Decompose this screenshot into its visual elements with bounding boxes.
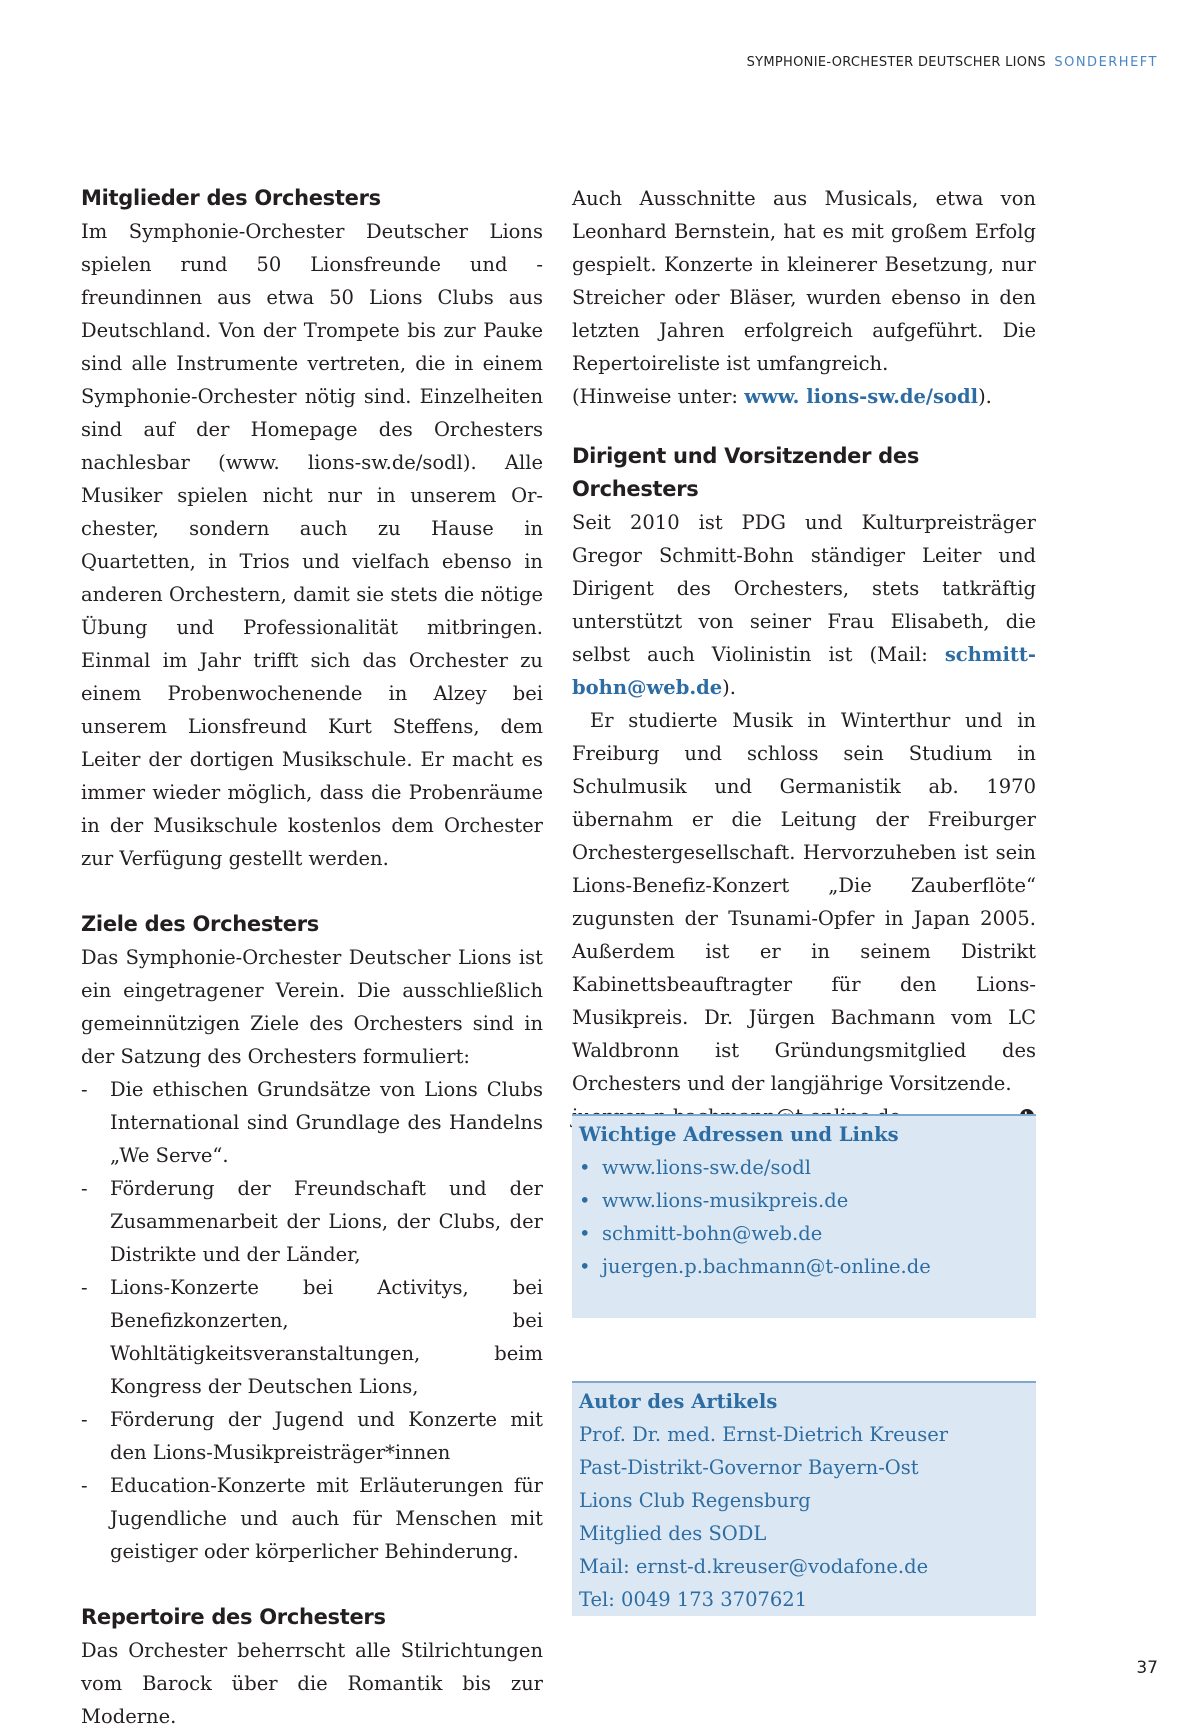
author-box [572,1381,1036,1616]
links-list-item[interactable]: • schmitt-bohn@web.de [579,1217,1028,1250]
goals-intro: Das Symphonie-Orchester Deutscher Lions ist ein eingetragener Verein. Die ausschließlich gemeinnützigen Ziele des Orchesters sind in der Satzung des Orchesters formuliert: [81,946,543,1068]
running-head-section: SONDERHEFT [1054,55,1158,70]
links-list [579,1151,1028,1283]
links-list-item[interactable]: • www.lions-sw.de/sodl [579,1151,1028,1184]
goals-list-item: - Die ethischen Grundsätze von Lions Clubs International sind Grundlage des Handelns „We Serve“. [81,1073,543,1172]
goals-list [81,1073,543,1568]
conductor-paragraph-2: Er studierte Musik in Winterthur und in Freiburg und schloss sein Studium in Schulmusik und Germanistik ab. 1970 übernahm er die Leitung der Freiburger Orchestergesellschaft. Hervorzuheben ist sein Lions-Benefiz-Konzert „Die Zauberflöte“ zugunsten der Tsunami-Opfer in Japan 2005. Außerdem ist er in seinem Distrikt Kabinettsbeauftragter für den Lions-Musikpreis. Dr. Jürgen Bachmann vom LC Waldbronn ist Gründungsmitglied des Orchesters und der langjährige Vorsitzende. [572,709,1036,1095]
links-list-item[interactable]: • juergen.p.bachmann@t-online.de [579,1250,1028,1283]
author-line: Lions Club Regensburg [579,1489,811,1512]
repertoire-continued: Auch Ausschnitte aus Musicals, etwa von Leonhard Bernstein, hat es mit großem Erfolg gespielt. Konzerte in kleinerer Besetzung, nur Streicher oder Bläser, wurden ebenso in den letzten Jahren erfolgreich aufgeführt. Die Repertoireliste ist umfangreich. [572,187,1036,375]
goals-list-item: - Förderung der Freundschaft und der Zusammenarbeit der Lions, der Clubs, der Distrikte und der Länder, [81,1172,543,1271]
author-line: Mitglied des SODL [579,1522,767,1545]
conductor-paragraph: Seit 2010 ist PDG und Kulturpreisträger Gregor Schmitt-Bohn ständiger Leiter und Dirigent des Orchesters, stets tatkräftig unterstützt von seiner Frau Elisabeth, die selbst auch Violinistin ist (Mail: schmitt-bohn@web.de). [572,511,1036,699]
goals-heading: Ziele des Orchesters [81,912,319,936]
links-list-item[interactable]: • www.lions-musikpreis.de [579,1184,1028,1217]
page-number: 37 [1136,1658,1158,1678]
author-line: Prof. Dr. med. Ernst-Dietrich Kreuser [579,1423,949,1446]
author-box-title: Autor des Artikels [579,1390,778,1413]
running-head [747,55,1158,70]
members-paragraph: Im Symphonie-Orchester Deutscher Lions spielen rund 50 Lionsfreunde und -freundinnen aus etwa 50 Lions Clubs aus Deutschland. Von der Trompete bis zur Pauke sind alle Instrumente vertreten, die in einem Symphonie-Orchester nötig sind. Einzelheiten sind auf der Homepage des Orchesters nachlesbar (www. lions-sw.de/sodl). Alle Musiker spielen nicht nur in unserem Orchester, sondern auch zu Hause in Quartetten, in Trios und vielfach ebenso in anderen Orchestern, damit sie stets die nötige Übung und Professionalität mitbringen. Einmal im Jahr trifft sich das Orchester zu einem Probenwochenende in Alzey bei unserem Lionsfreund Kurt Steffens, dem Leiter der dortigen Musikschule. Er macht es immer wieder möglich, dass die Probenräume in der Musikschule kostenlos dem Orchester zur Verfügung gestellt werden. [81,220,543,870]
members-heading: Mitglieder des Orchesters [81,186,381,210]
repertoire-paragraph: Das Orchester beherrscht alle Stilrichtungen vom Barock über die Romantik bis zur Moderne. [81,1639,543,1728]
goals-list-item: - Education-Konzerte mit Erläuterungen für Jugendliche und auch für Menschen mit geistiger oder körperlicher Behinderung. [81,1469,543,1568]
author-line: Past-Distrikt-Governor Bayern-Ost [579,1456,919,1479]
conductor-heading: Dirigent und Vorsitzender des Orchesters [572,444,920,501]
goals-list-item: - Förderung der Jugend und Konzerte mit den Lions-Musikpreisträger*innen [81,1403,543,1469]
author-phone: Tel: 0049 173 3707621 [579,1588,808,1611]
repertoire-heading: Repertoire des Orchesters [81,1605,386,1629]
author-mail[interactable]: Mail: ernst-d.kreuser@vodafone.de [579,1555,929,1578]
repertoire-hint: (Hinweise unter: www. lions-sw.de/sodl). [572,385,992,408]
right-column [572,182,1036,1133]
conductor-mail-link[interactable]: schmitt-bohn@web.de [572,643,1036,699]
left-column [81,182,543,1733]
goals-list-item: - Lions-Konzerte bei Activitys, bei Benefizkonzerten, bei Wohltätigkeitsveranstaltungen, beim Kongress der Deutschen Lions, [81,1271,543,1403]
repertoire-hint-link[interactable]: www. lions-sw.de/sodl [744,385,979,408]
links-box [572,1114,1036,1318]
links-box-title: Wichtige Adressen und Links [579,1123,899,1146]
running-head-title: SYMPHONIE-ORCHESTER DEUTSCHER LIONS [746,55,1046,70]
